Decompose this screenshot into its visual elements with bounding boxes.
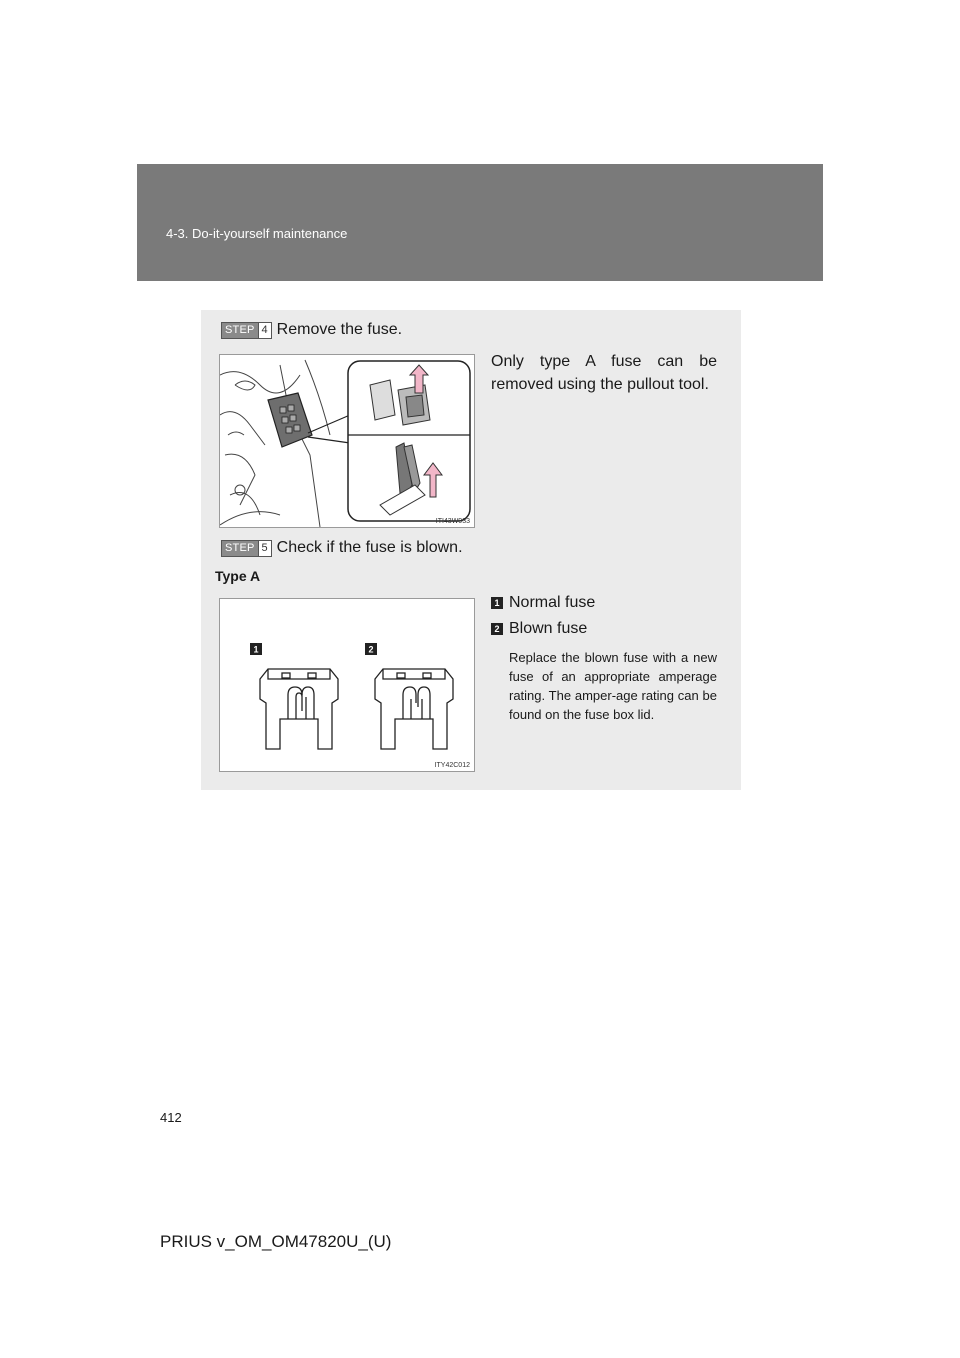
step-label: STEP: [225, 323, 255, 336]
type-a-heading: Type A: [215, 568, 261, 584]
step-number: 5: [258, 541, 271, 556]
step-4-description: Only type A fuse can be removed using the pullout tool.: [491, 353, 717, 393]
legend-item-normal: [491, 594, 595, 612]
section-header: [137, 164, 823, 281]
svg-text:2: 2: [368, 644, 374, 655]
legend-label: Normal fuse: [509, 594, 596, 611]
instruction-panel: [201, 310, 741, 790]
figure-code: ITY42C012: [434, 762, 470, 769]
fuse-removal-figure: [219, 354, 475, 528]
step-4-row: [221, 321, 402, 339]
step-4-text: Remove the fuse.: [276, 321, 403, 338]
replacement-note: Replace the blown fuse with a new fuse of an appropriate amperage rating. The amper-age rating can be found on the fuse box lid.: [509, 650, 717, 722]
step-5-row: [221, 539, 463, 557]
legend-item-blown: [491, 620, 587, 638]
step-label: STEP: [225, 541, 255, 554]
figure-code: ITI43W033: [435, 518, 470, 525]
page-number: 412: [160, 1110, 182, 1125]
document-code: PRIUS v_OM_OM47820U_(U): [160, 1232, 392, 1251]
step-5-badge: [221, 540, 272, 557]
step-number: 4: [258, 323, 271, 338]
step-5-text: Check if the fuse is blown.: [276, 539, 463, 556]
step-4-badge: [221, 322, 272, 339]
svg-text:1: 1: [253, 644, 259, 655]
legend-label: Blown fuse: [509, 620, 588, 637]
legend-number: 2: [491, 623, 503, 635]
fuse-comparison-illustration: [220, 599, 474, 771]
legend-number: 1: [491, 597, 503, 609]
fuse-comparison-figure: [219, 598, 475, 772]
fuse-box-illustration: [220, 355, 474, 527]
section-title: 4-3. Do-it-yourself maintenance: [166, 226, 348, 241]
